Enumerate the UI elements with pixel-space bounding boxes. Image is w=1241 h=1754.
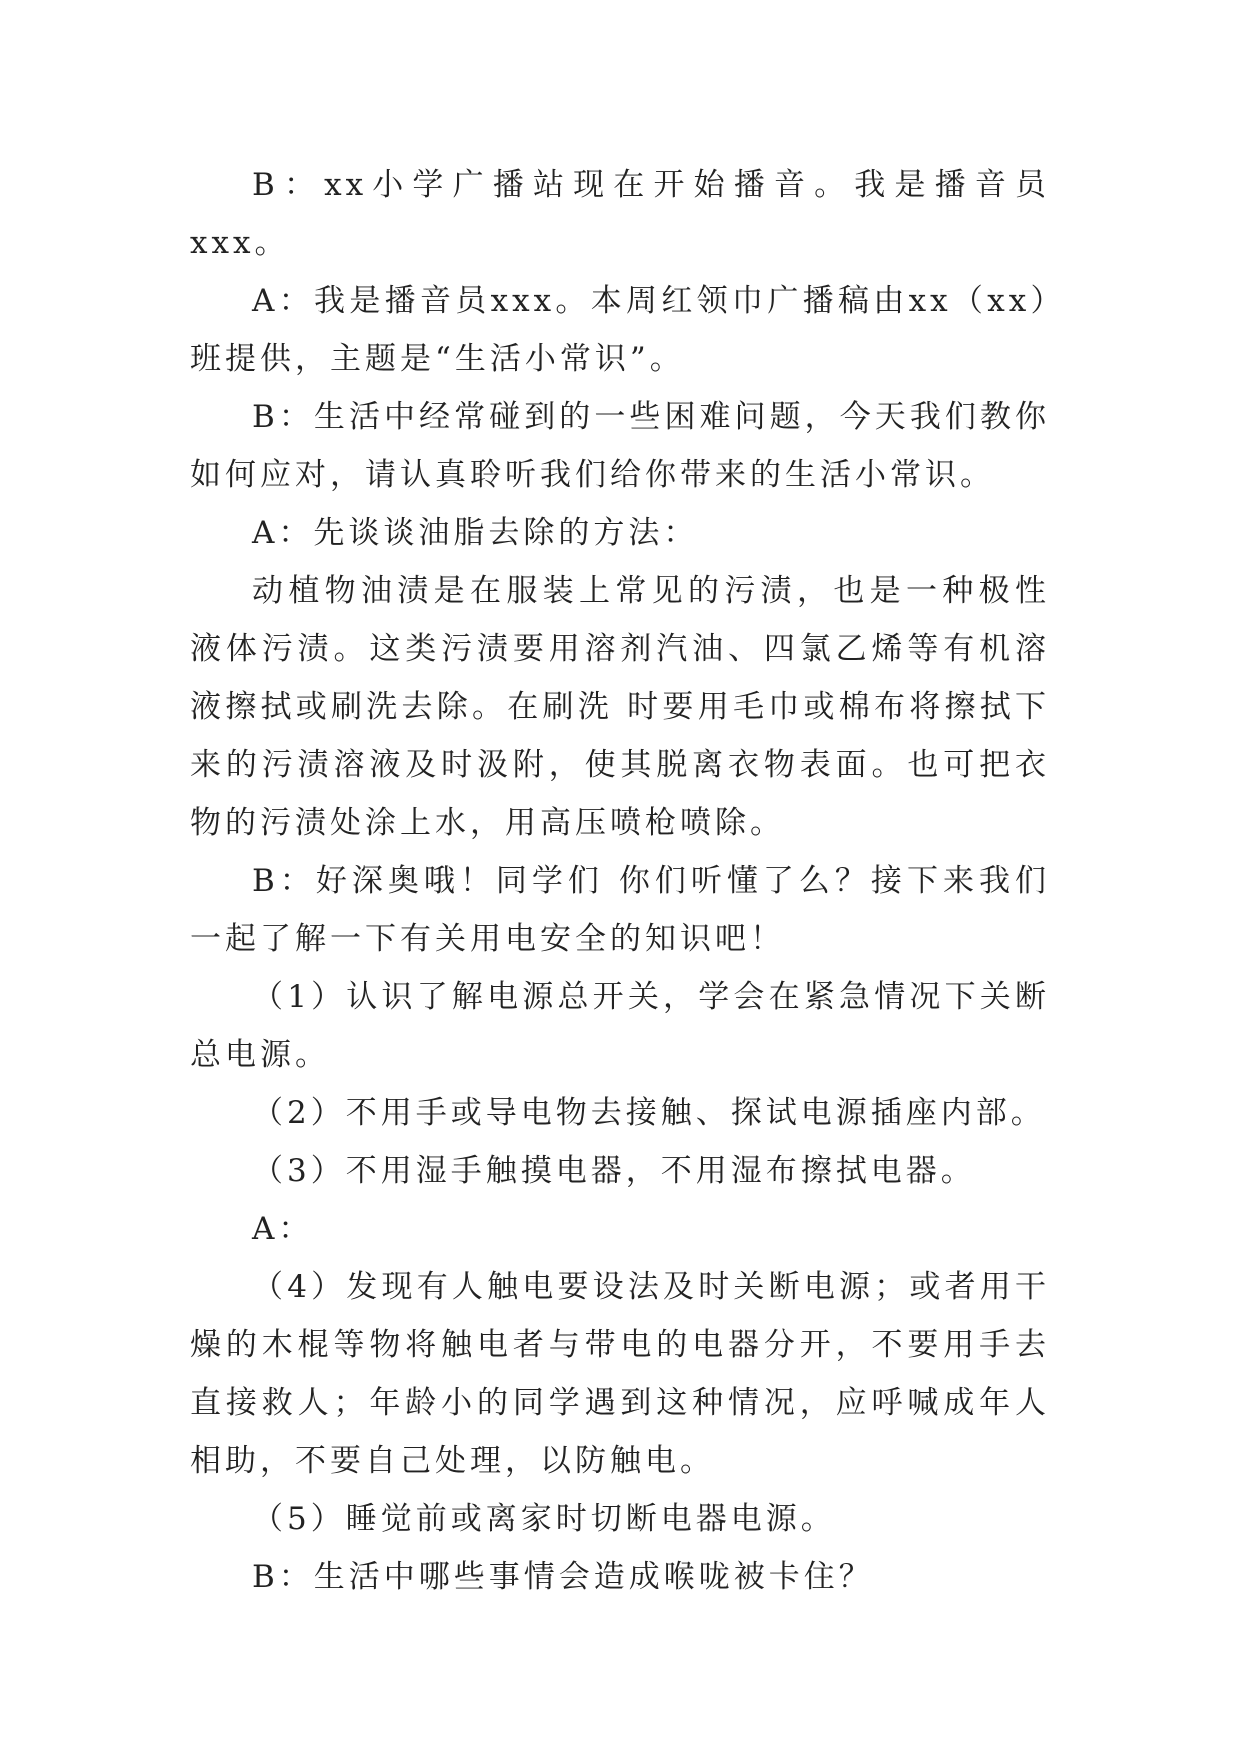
document-page — [190, 156, 1050, 1606]
list-item-1: （1）认识了解电源总开关，学会在紧急情况下关断总电源。 — [190, 979, 1050, 1073]
list-item-3: （3）不用湿手触摸电器，不用湿布擦拭电器。 — [252, 1153, 976, 1189]
list-item-5: （5）睡觉前或离家时切断电器电源。 — [252, 1501, 836, 1537]
paragraph-intro-b: B：xx小学广播站现在开始播音。我是播音员xxx。 — [190, 167, 1050, 261]
paragraph-electric-intro: B：好深奥哦！同学们 你们听懂了么？接下来我们一起了解一下有关用电安全的知识吧！ — [190, 863, 1050, 957]
speaker-a-label: A： — [252, 1211, 314, 1247]
paragraph-intro-a: A：我是播音员xxx。本周红领巾广播稿由xx（xx）班提供，主题是“生活小常识”。 — [190, 283, 1050, 377]
paragraph-grease-method: 动植物油渍是在服装上常见的污渍，也是一种极性液体污渍。这类污渍要用溶剂汽油、四氯乙烯等有机溶液擦拭或刷洗去除。在刷洗 时要用毛巾或棉布将擦拭下来的污渍溶液及时汲附，使其脱离衣物表面。也可把衣物的污渍处涂上水，用高压喷枪喷除。 — [190, 573, 1050, 841]
paragraph-life-tips: B：生活中经常碰到的一些困难问题，今天我们教你如何应对，请认真聆听我们给你带来的生活小常识。 — [190, 399, 1050, 493]
paragraph-grease-heading: A：先谈谈油脂去除的方法： — [252, 515, 699, 551]
list-item-4: （4）发现有人触电要设法及时关断电源；或者用干燥的木棍等物将触电者与带电的电器分开，不要用手去直接救人；年龄小的同学遇到这种情况，应呼喊成年人相助，不要自己处理，以防触电。 — [190, 1269, 1050, 1479]
list-item-2: （2）不用手或导电物去接触、探试电源插座内部。 — [252, 1095, 1046, 1131]
paragraph-throat-question: B：生活中哪些事情会造成喉咙被卡住？ — [252, 1559, 874, 1595]
